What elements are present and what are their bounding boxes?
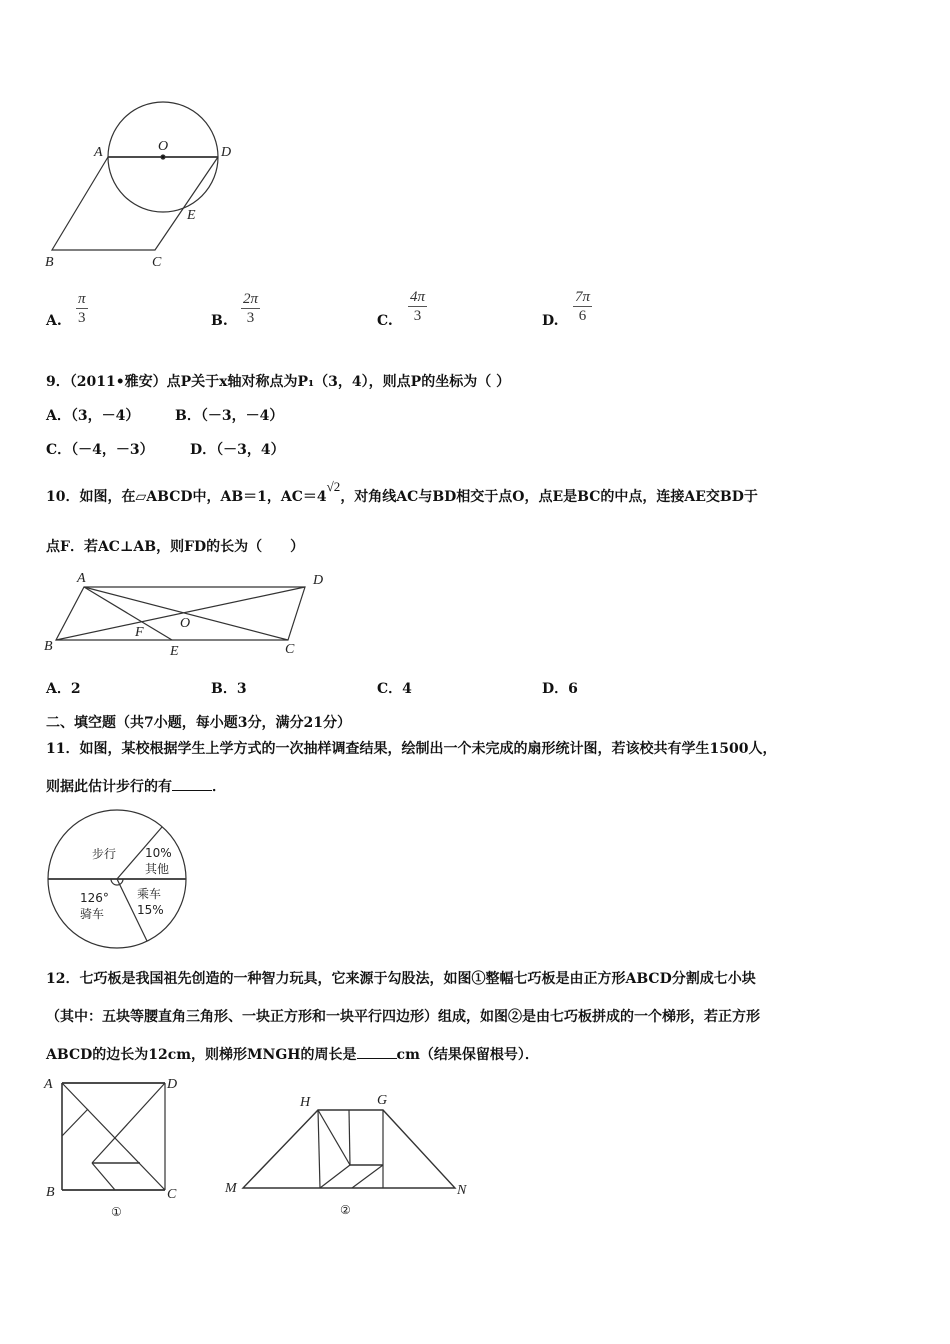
section-title: 二、填空题（共7小题，每小题3分，满分21分） — [46, 715, 351, 731]
denominator: 6 — [578, 308, 587, 324]
q12-figure-1 — [43, 1077, 177, 1219]
q8-option-a-value — [76, 290, 88, 327]
q11-stem-text: 则据此估计步行的有 — [46, 779, 172, 795]
label-g: G — [377, 1093, 388, 1108]
label-o: O — [180, 616, 191, 631]
pie-label-bike: 骑车 — [80, 907, 105, 921]
q10-option-d: D．6 — [542, 681, 578, 697]
q9-option-a: A．（3，－4） — [46, 408, 140, 424]
q10-option-a: A．2 — [46, 681, 81, 697]
answer-blank[interactable] — [172, 778, 212, 791]
q11-pie-chart — [48, 810, 186, 948]
q8-option-a-letter: A. — [46, 313, 62, 329]
denominator: 3 — [413, 308, 422, 324]
label-a: A — [94, 145, 103, 160]
label-c: C — [285, 642, 295, 657]
q12-line3-text: ABCD的边长为12cm，则梯形MNGH的周长是 — [46, 1047, 357, 1063]
q8-option-c-value — [408, 288, 427, 325]
caption-1: ① — [111, 1205, 122, 1219]
q9-stem: 9．（2011•雅安）点P关于x轴对称点为P₁（3，4），则点P的坐标为（ ） — [46, 374, 511, 390]
q10-option-b: B．3 — [211, 681, 247, 697]
answer-blank[interactable] — [357, 1046, 397, 1059]
label-b: B — [45, 255, 54, 270]
label-c: C — [167, 1187, 177, 1202]
numerator: 2π — [243, 291, 259, 307]
q9-option-d: D．（－3，4） — [190, 442, 285, 458]
q9-option-b: B．（－3，－4） — [175, 408, 284, 424]
q10-stem-part2: ，对角线AC与BD相交于点O，点E是BC的中点，连接AE交BD于 — [340, 489, 758, 505]
q8-option-c-letter: C. — [377, 313, 393, 329]
numerator: 4π — [410, 289, 426, 305]
numerator: π — [78, 291, 86, 307]
pie-label-other-pct: 10% — [145, 846, 172, 860]
denominator: 3 — [78, 310, 86, 326]
denominator: 3 — [246, 310, 255, 326]
diagonal-bd — [56, 587, 305, 640]
caption-2: ② — [340, 1203, 351, 1217]
q11-stem-line1: 11．如图，某校根据学生上学方式的一次抽样调查结果，绘制出一个未完成的扇形统计图，若该校共有学生1500人， — [46, 741, 777, 757]
label-f: F — [135, 625, 144, 640]
pie-label-bike-angle: 126° — [80, 891, 109, 905]
q10-stem-line2: 点F．若AC⊥AB，则FD的长为（ ） — [46, 539, 305, 555]
q11-stem-line2 — [46, 776, 226, 796]
label-b: B — [44, 639, 53, 654]
label-b: B — [46, 1185, 55, 1200]
label-e: E — [187, 208, 196, 223]
label-c: C — [152, 255, 162, 270]
q12-line3 — [46, 1044, 539, 1064]
label-d: D — [313, 573, 324, 588]
label-e: E — [170, 644, 179, 659]
diagonal-ac — [84, 587, 288, 640]
q10-option-c: C．4 — [377, 681, 412, 697]
label-a: A — [77, 571, 86, 586]
q10-stem-part1: 10．如图，在▱ABCD中，AB＝1，AC＝4 — [46, 489, 327, 505]
label-n: N — [457, 1183, 467, 1198]
q8-option-b-letter: B. — [211, 313, 228, 329]
q10-figure — [44, 571, 323, 659]
q8-option-d-value — [573, 288, 592, 325]
q12-line3-end: cm（结果保留根号）． — [396, 1047, 539, 1063]
label-h: H — [300, 1095, 311, 1110]
q8-option-b-value — [241, 290, 260, 327]
segment-ae — [84, 587, 172, 640]
q11-stem-end: ． — [212, 779, 226, 795]
label-d: D — [221, 145, 232, 160]
pie-label-bus-pct: 15% — [137, 903, 164, 917]
label-m: M — [225, 1181, 237, 1196]
q9-option-c: C．（－4，－3） — [46, 442, 154, 458]
q12-line1: 12．七巧板是我国祖先创造的一种智力玩具，它来源于勾股法，如图①整幅七巧板是由正方形ABCD分割成七小块 — [46, 971, 756, 987]
label-d: D — [167, 1077, 178, 1092]
q12-figure-2 — [224, 1093, 467, 1217]
pie-label-bus: 乘车 — [137, 887, 162, 901]
center-point-o — [161, 155, 165, 159]
label-o: O — [158, 139, 169, 154]
label-a: A — [44, 1077, 53, 1092]
pie-label-walk: 步行 — [92, 847, 117, 861]
q8-figure — [45, 102, 231, 270]
q10-stem-line1 — [46, 479, 758, 506]
pie-label-other: 其他 — [145, 862, 170, 876]
q8-option-d-letter: D. — [542, 313, 559, 329]
numerator: 7π — [575, 289, 591, 305]
sqrt-2: √2 — [326, 479, 341, 494]
q12-line2: （其中：五块等腰直角三角形、一块正方形和一块平行四边形）组成，如图②是由七巧板拼成的一个梯形，若正方形 — [46, 1009, 760, 1025]
